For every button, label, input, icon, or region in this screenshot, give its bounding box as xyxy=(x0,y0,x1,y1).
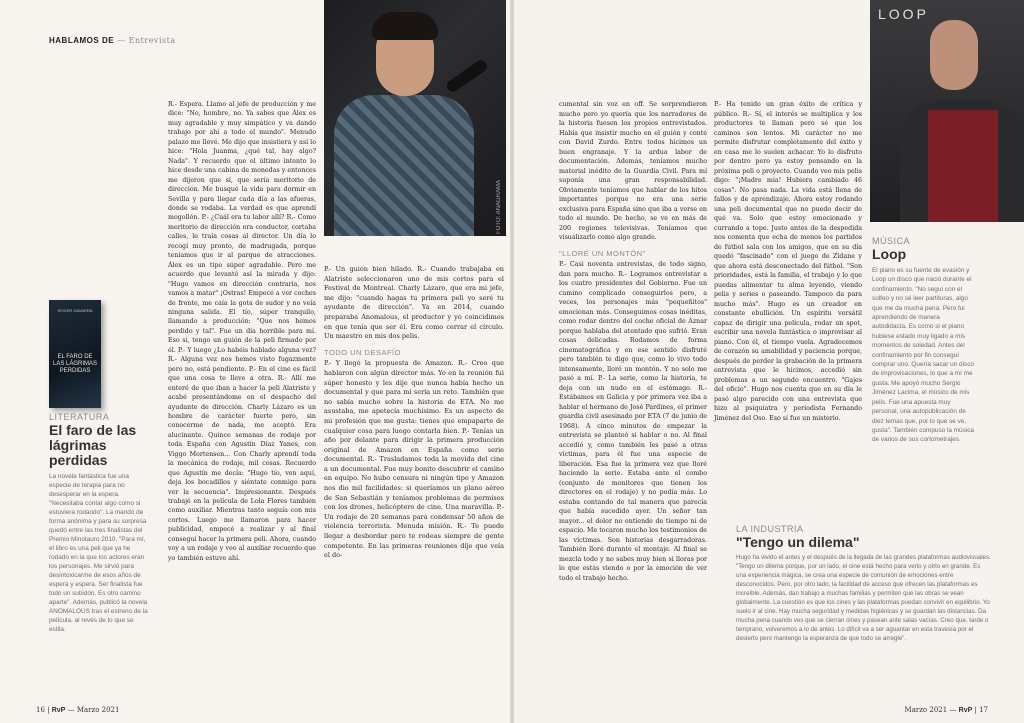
book-title: EL FARO DE LAS LÁGRIMAS PERDIDAS xyxy=(52,354,97,374)
article-column-2 xyxy=(324,265,504,561)
subheading: TODO UN DESAFÍO xyxy=(324,347,401,357)
microphone-icon xyxy=(445,58,490,94)
section-separator: — xyxy=(114,36,129,45)
photo-hair xyxy=(372,12,438,40)
folio-right: Marzo 2021 — RvP | 17 xyxy=(904,706,988,714)
magazine-logo: RvP xyxy=(958,707,973,714)
column-text: P.- Casi noventa entrevistas, de todo signo, dan para mucho. R.- Logramos entrevistar a los cuatro presidentes del Gobierno. Fue un camino complicado conseguirlos pero, a veces, los personajes más "pequeñitos" emocionan más. Conseguimos cosas inéditas, como rodar dentro del coche oficial de Aznar porque hablaba del atentado que sufrió. Eran cosas delicadas. Rodamos de forma cinematográfica y en ese sentido disfruté pero también te digo que, como lo vivo todo intensamente, lloré un montón. Y no solo me pasó a mí. P.- La serie, como la historia, te deja con un nudo en el estómago. R.- Estábamos en Galicia y por primera vez iba a hablar el hermano de José Pardines, el primer guardia civil asesinado por ETA (7 de junio de 1968). A cinco minutos de empezar la entrevista se planteó si hablar o no. Al final accedió y, como también les pasó a otras víctimas, para él fue una especie de liberación. Esa fue la primera vez que lloré haciendo la serie. Estaba ante el combo (conjunto de monitores que tienen los directores en el rodaje) y no podía más. Lo estaba contando de tal manera que parecía que había sucedido ayer. Un señor tan mayor... el dolor no entiende de tiempo ni de espacio. Me tocaron mucho los testimonios de las víctimas. Son historias desgarradoras. También lloré durante el montaje. Al final se mezcla todo y no sabes muy bien si lloras por lo que estás viendo o por la emoción de ver todo el trabajo hecho. xyxy=(559,261,707,582)
section-subtitle: Entrevista xyxy=(128,36,176,45)
photo-shirt xyxy=(334,95,474,236)
article-column-1 xyxy=(168,100,316,563)
sidebar-category: LA INDUSTRIA xyxy=(736,524,804,534)
interview-photo xyxy=(324,0,506,236)
sidebar-category: LITERATURA xyxy=(49,412,110,422)
photo-credit: FOTO: ANAGRAMA xyxy=(496,180,502,234)
magazine-logo: RvP xyxy=(51,707,66,714)
book-cover xyxy=(49,300,101,408)
sidebar-industria xyxy=(736,524,992,643)
sidebar-headline: "Tengo un dilema" xyxy=(736,534,860,550)
issue-date: Marzo 2021 xyxy=(904,706,948,714)
loop-photo xyxy=(870,0,1024,222)
column-text: cumental sin voz en off. Se sorprendieron mucho pero yo quería que los narradores de la historia fuesen los propios entrevistados. Había que insistir mucho en el guión y conté con David Zurdo. Entre todos hicimos un buen engranaje. Y la ardua labor de documentación. Además, teníamos mucho material inédito de la Guardia Civil. Para mí suponía una gran responsabilidad. Obviamente teníamos que hablar de los hitos importantes porque no era una serie exclusiva para España sino que iba a verse en todo el mundo. De hecho, se ve en más de 200 regiones televisivas. Teníamos que visualizarlo como algo grande. xyxy=(559,101,707,241)
page-gutter xyxy=(510,0,514,723)
subheading: "LLORÉ UN MONTÓN" xyxy=(559,248,646,258)
sidebar-headline: Loop xyxy=(872,246,907,262)
sidebar-text: La novela fantástica fue una especie de terapia para no desesperar en la espera. "Necesitaba contar algo como si estuviera rodando". La mandó de forma anónima y para su sorpresa quedó entre las tres finalistas del Premio Minotauro 2010. "Para mí, el libro es una peli que ya he rodado en la que los actores eran los personajes. Me sirvió para desintoxicarme de esos años de espera y espera. Ser finalista fue todo un subidón. Es otro camino aparte". Además, publicó la novela ANOMALOUS tras el estreno de la película, al revés de lo que se estila. xyxy=(49,473,148,633)
column-text: R.- Espera. Llamo al jefe de producción y me dice: "No, hombre, no. Ya sabes que Álex es muy agradable y muy simpático y va dando trabajo por ahí a todo el mundo". Menudo palazo me llevé. Me dijo que insistiera y así lo hice: "Hola Juanma, ¿qué tal, hay algo? Nada". Y recuerdo que el último intento lo hice desde una cabina de monedas y entonces me dijeron que sí, que sería meritorio de dirección. Me busqué la vida para dormir en Sevilla y para llegar cada día a las afueras, donde se rodaba. La verdad es que aprendí mogollón. P.- ¿Cuál era tu labor allí? R.- Como meritorio de dirección era conductor, cortaba calles, le traía cosas al director. Un día lo recogí muy pronto, de madrugada, porque teníamos que ir al parque de atracciones. Álex es un tipo súper agradable. Pero me acuerdo que levantó así la mirada y dijo: "Hugo vamos en dirección contraria, nos vamos a matar" ¡Ostras! Empecé a ver coches de frente, me caía la gota de sudor y no veía ninguna salida. El tío, súper tranquilo, llamando a producción: "Que nos hemos perdido y tal". Fue un día horrible para mí. Eso sí, tengo un guión de la peli firmado por él. P.- Y luego ¿Lo habéis hablado alguna vez? R.- Alguna vez nos hemos visto fugazmente pero no, está pendiente. P.- En el cine es fácil que una cosa te lleve a otra. R.- Allí me enteré de que iban a hacer la peli Alatriste y acabé presentándome en el despacho del ayudante de dirección. Charly Lázaro es un hombre de carácter fuerte pero, sin conocerme de nada, me aceptó. Era alucinante. Quince semanas de rodaje por toda España con Agustín Díaz Yanes, con Viggo Mortensen... Con Charly aprendí toda la mecánica de rodaje, mil cosas. Recuerdo que Agustín me decía: "Hugo tío, ven aquí, deja los bocadillos y siéntate conmigo para ver la secuencia". Impresionante. Después trabajé en la película de Lola Flores también como auxiliar. Mientras tanto seguía con mis cortos. Luego me llamaron para hacer publicidad, empecé a realizar y al final conseguí hacer la primera peli. Ahora, cuando voy a un rodaje y veo al auxiliar recuerdo que yo también estuve ahí. xyxy=(168,101,316,562)
issue-date: Marzo 2021 xyxy=(76,706,120,714)
column-text: P.- Y llegó la propuesta de Amazon. R.- Creo que hablaron con algún director más. Yo en la reunión fui súper honesto y les dije que nunca había hecho un documental y que para mí sería un reto. También que no sabía mucho sobre la historia de ETA. No me asustaba, me apetecía muchísimo. Es un aspecto de mi profesión que me gusta: tienes que empaparte de cualquier cosa para luego contarla bien. P.- Tenías un año por delante para dirigir la primera producción original de Amazon en España como serie documental. R.- Trasladamos toda la movida del cine a un documental. Fue muy bonito descubrir el camino en equipo. No hubo censura ni ningún tipo y Amazon nos dio mil facilidades: si queríamos un plano aéreo de San Sebastián y teníamos problemas de permisos con los drones, helicóptero de cine. Una maravilla. P.- Un rodaje de 20 semanas para condensar 50 años de violencia terrorista. Menuda misión. R.- Te puede llegar a desbordar pero te rodeas siempre de gente competente. En las primeras reuniones dije que veía el do- xyxy=(324,359,504,560)
sidebar-text: Hugo ha vivido el antes y el después de la llegada de las grandes plataformas audiovisuales. "Tengo un dilema porque, por un lado, el cine está hecho para verlo y oírlo en grande. Es una experiencia mágica, se crea una especie de comunión de emociones entre desconocidos. Pero, por otro lado, la facilidad de acceso que ofrecen las plataformas es increíble. Además, dan trabajo a muchas familias y permiten que las obras se vean globalmente. La cuestión es que los cines y las plataformas puedan convivir en equilibrio. Yo suelo ir al cine. Hay mucha seguridad y medidas higiénicas y se guardan las distancias. Da mucha pena cuando ves que se cierran cines y pasean ante salas vacías. Creo que, tarde o temprano, volveremos a lo de antes. Lo difícil va a ser aguantar en esta travesía por el desierto pero mantengo la esperanza de que todo se arregle". xyxy=(736,554,991,642)
folio-left: 16 | RvP — Marzo 2021 xyxy=(36,706,120,714)
page-number: 17 xyxy=(979,706,988,714)
section-title: HABLAMOS DE xyxy=(49,36,115,45)
page-number: 16 xyxy=(36,706,45,714)
photo-face xyxy=(930,20,978,90)
column-text: P.- Ha tenido un gran éxito de crítica y público. R.- Sí, el interés se multiplica y los productores te llaman pero sé que los caminos son lentos. Mi carácter no me permite disfrutar completamente del éxito y en casa me lo suelen achacar. Yo lo disfruto por dentro pero ya estoy pensando en la próxima peli o proyecto. Cuando veo mis pelis digo: "¡Madre mía! Hubiera cambiado 46 cosas". No pasa nada. La vida está llena de fallos y de aprendizaje. Ahora estoy rodando una peli documental que no puedo decir de qué va. Solo que estoy emocionado y currando a tope. Justo antes de la despedida nos comenta que echa de menos los partidos de fútbol sala con los amigos, que en su día quedó "fascinado" con el juego de Zidane y que ahora está desconectado del fútbol. "Son prioridades, está la familia, el trabajo y lo que puedas alimentar tu alma leyendo, viendo pelis y series o paseando. Tampoco da para mucho más". Hugo es un creador en constante ebullición. Un espíritu versátil capaz de dirigir una película, rodar un spot, escribir una novela fantástica o improvisar al piano. Con él, el tiempo vuela. Agradecemos de corazón su amabilidad y paciencia porque, después de perder la grabación de la primera entrevista que le hicimos, accedió sin problemas a un segundo encuentro. "Gajes del oficio". Hugo nos cuenta que en su día le pasó algo parecido con una entrevista que hizo al psiquiatra y periodista Fernando Jiménez del Oso. Eso sí fue un misterio. xyxy=(714,101,862,422)
book-author: ROGER GAVARRA xyxy=(57,308,93,313)
sidebar-category: MÚSICA xyxy=(872,236,911,246)
article-column-4 xyxy=(714,100,862,423)
photo-shirt xyxy=(928,110,998,222)
sidebar-headline: El faro de las lágrimas perdidas xyxy=(49,422,137,468)
loop-logo: LOOP xyxy=(878,6,929,22)
column-text: P.- Un guión bien hilado. R.- Cuando trabajaba en Alatriste seleccionaron uno de mis cortos para el Festival de Montreal. Charly Lázaro, que era mi jefe, me dijo: "cuando hagas tu primera peli yo seré tu ayudante de dirección". Ya en 2014, cuando preparaba Anomalous, el productor y yo coincidimos en que tenía que ser él. Era como cerrar el círculo. Un maestro en mis dos pelis. xyxy=(324,265,504,341)
sidebar-text: El piano es su fuente de evasión y Loop un disco que nació durante el confinamiento. "No seguí con el solfeo y no sé leer partituras, algo que me da mucha pena. Pero fui aprendiendo de manera autodidacta. Es como si el piano hubiese estado muy ligado a mis momentos de soledad. Antes del confinamiento por fin conseguí comprar uno. Quería sacar un disco de improvisaciones, lo que a mí me gusta. Me apoyó mucho Sergio Jiménez Lacima, el músico de mis pelis. Fue una apuesta muy personal, una autopublicación de diez temas que, por lo que se ve, gusta". También compuso la música de varios de sus cortometrajes. xyxy=(872,267,974,444)
article-column-3 xyxy=(559,100,707,583)
sidebar-musica xyxy=(872,236,976,445)
section-header xyxy=(49,36,176,45)
sidebar-literatura xyxy=(49,412,152,634)
